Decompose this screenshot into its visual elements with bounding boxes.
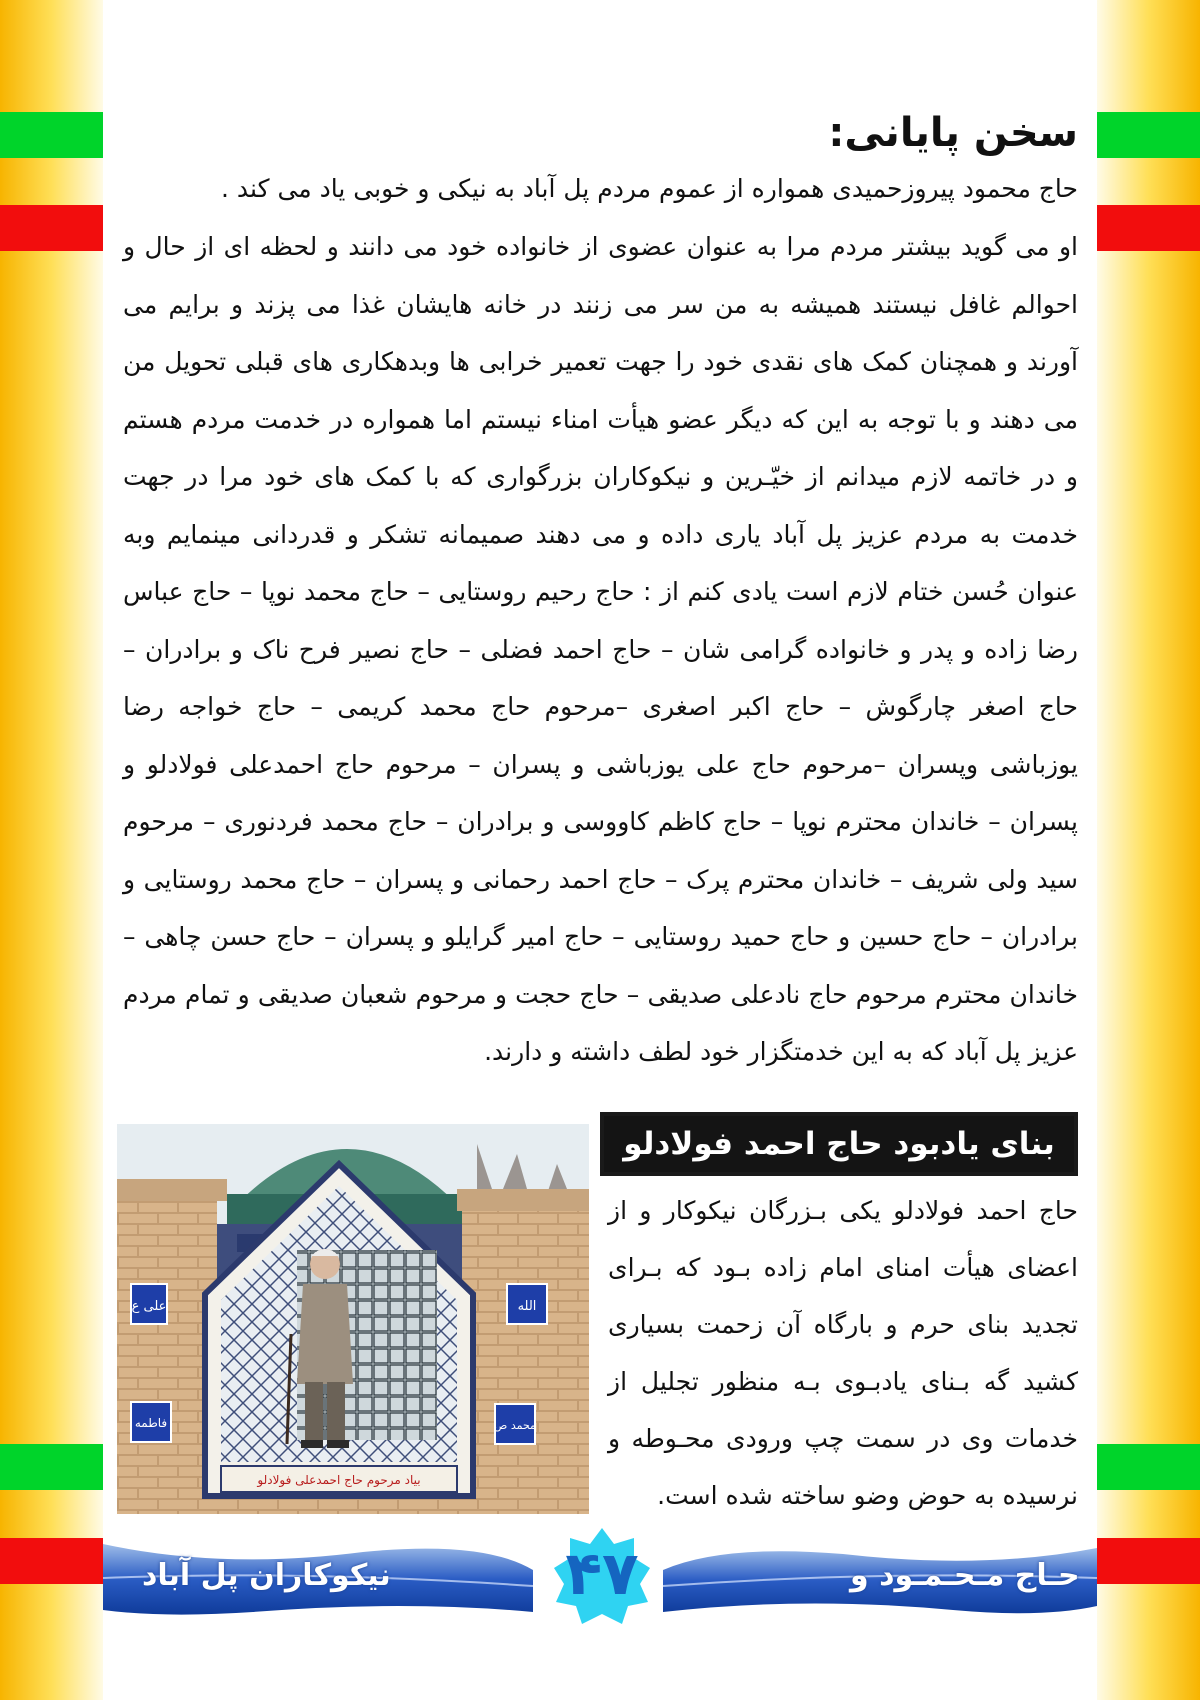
memorial-caption-box	[600, 1112, 1078, 1176]
intro-paragraph: حاج محمود پیروزحمیدی همواره از عموم مردم پل آباد به نیکی و خوبی یاد می کند .	[221, 174, 1078, 203]
left-green-stripe-bottom	[0, 1444, 103, 1490]
tile-ali: علی ع	[131, 1299, 167, 1314]
body-paragraph: او می گوید بیشتر مردم مرا به عنوان عضوی از خانواده خود می دانند و لحظه ای از حال و احوالم غافل نیستند همیشه به من سر می زنند در خانه هایشان غذا می پزند و برایم می آورند و همچنان کمک های نقدی خود را جهت تعمیر خرابی ها وبدهکاری های قبلی تحویل من می دهند و با توجه به این که دیگر عضو هیأت امناء نیستم اما همواره در خدمت مردم هستم و در خاتمه لازم میدانم از خیّـرین و نیکوکاران بزرگواری که با کمک های خود مرا در جهت خدمت به مردم عزیز پل آباد یاری داده و می دهند صمیمانه تشکر و قدردانی مینمایم وبه عنوان حُسن ختام لازم است یادی کنم از : حاج رحیم روستایی – حاج محمد نوپا – حاج عباس رضا زاده و پدر و خانواده گرامی شان – حاج احمد فضلی – حاج نصیر فرح ناک و برادران – حاج اصغر چارگوش – حاج اکبر اصغری –مرحوم حاج محمد کریمی – حاج خواجه رضا یوزباشی وپسران –مرحوم حاج علی یوزباشی و پسران – مرحوم حاج احمدعلی فولادلو و پسران – خاندان محترم نوپا – حاج کاظم کاووسی و برادران – حاج محمد فردنوری – مرحوم سید ولی شریف – خاندان محترم پرک – حاج احمد رحمانی و پسران – حاج محمد روستایی و برادران – حاج حسین و حاج حمید روستایی – حاج امیر گرایلو و پسران – حاج حسن چاهی – خاندان محترم مرحوم حاج نادعلی صدیقی – حاج حجت و مرحوم شعبان صدیقی و تمام مردم عزیز پل آباد که به این خدمتگزار خود لطف داشته و دارند.	[123, 232, 1078, 1066]
page-number: ۴۷	[565, 1539, 639, 1609]
right-green-stripe	[1097, 112, 1200, 158]
left-green-stripe	[0, 112, 103, 158]
right-red-stripe-bottom	[1097, 1538, 1200, 1584]
tile-mohammad: محمد ص	[494, 1419, 536, 1432]
mosaic-inscription: بیاد مرحوم حاج احمدعلی فولادلو	[257, 1473, 421, 1487]
memorial-description: حاج احمد فولادلو یکی بـزرگان نیکوکار و از اعضای هیأت امنای امام زاده بـود که بـرای تجدید بنای حرم و بارگاه آن زحمت بسیاری کشید گه بـنای یادبـوی بـه منظور تجلیل از خدمات وی در سمت چپ ورودی محـوطه و نرسیده به حوض وضو ساخته شده است.	[608, 1196, 1078, 1510]
memorial-photo	[117, 1124, 589, 1514]
left-red-stripe	[0, 205, 103, 251]
memorial-caption-text: بنای یادبود حاج احمد فولادلو	[623, 1126, 1055, 1162]
left-red-stripe-bottom	[0, 1538, 103, 1584]
footer-right-text: حـاج مـحـمـود و	[850, 1558, 1080, 1593]
footer-left-text: نیکوکاران پل آباد	[142, 1558, 391, 1593]
section-title: سخن پایانی:	[828, 110, 1078, 156]
right-red-stripe	[1097, 205, 1200, 251]
tile-allah: الله	[517, 1299, 537, 1314]
tile-fatemeh: فاطمه	[134, 1416, 168, 1430]
right-green-stripe-bottom	[1097, 1444, 1200, 1490]
